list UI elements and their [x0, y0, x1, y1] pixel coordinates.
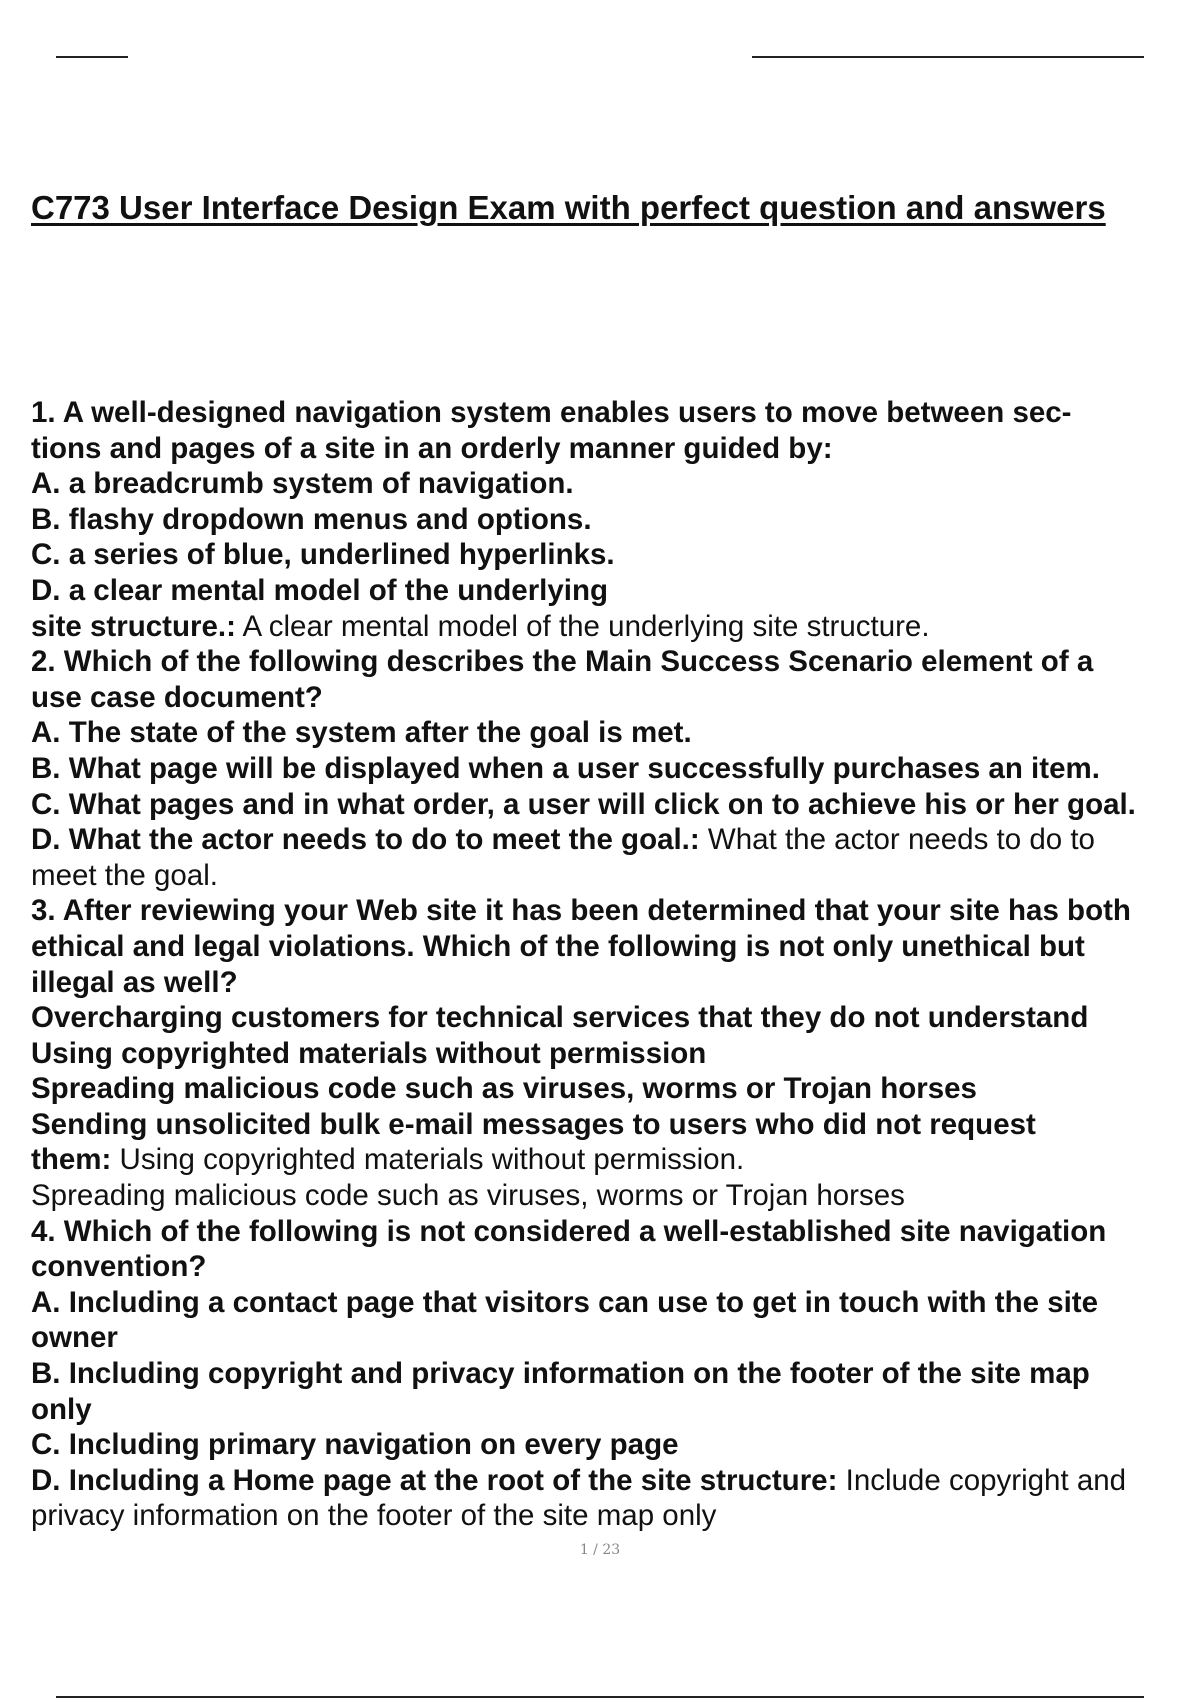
bold-text: B. Including copyright and privacy information on the footer of the site map	[31, 1357, 1090, 1391]
text-line	[31, 573, 1200, 609]
text-line	[31, 1214, 1200, 1250]
footer-rule	[56, 1696, 1144, 1698]
text-line	[31, 1142, 1200, 1178]
text-line	[31, 715, 1200, 751]
text-line	[31, 644, 1200, 680]
text-line	[31, 822, 1200, 858]
normal-text: privacy information on the footer of the site map only	[31, 1499, 717, 1533]
text-line	[31, 1356, 1200, 1392]
bold-text: only	[31, 1392, 92, 1426]
text-line	[31, 1000, 1200, 1036]
text-line	[31, 431, 1200, 467]
bold-text: site structure.:	[31, 609, 236, 643]
text-line	[31, 893, 1200, 929]
bold-text: illegal as well?	[31, 965, 238, 999]
bold-text: B. flashy dropdown menus and options.	[31, 502, 592, 536]
normal-text: What the actor needs to do to	[699, 823, 1095, 857]
text-line	[31, 1071, 1200, 1107]
document-body	[31, 395, 1200, 1534]
bold-text: A. a breadcrumb system of navigation.	[31, 467, 574, 501]
page-number: 1 / 23	[579, 1542, 621, 1558]
text-line	[31, 1498, 1200, 1534]
bold-text: tions and pages of a site in an orderly manner guided by:	[31, 431, 833, 465]
text-line	[31, 965, 1200, 1001]
text-line	[31, 502, 1200, 538]
text-line	[31, 1285, 1200, 1321]
bold-text: Spreading malicious code such as viruses, worms or Trojan horses	[31, 1072, 977, 1106]
text-line	[31, 751, 1200, 787]
bold-text: A. Including a contact page that visitors can use to get in touch with the site	[31, 1285, 1099, 1319]
header-rule-right	[752, 56, 1144, 58]
page-title: C773 User Interface Design Exam with perfect question and answers	[31, 189, 1106, 226]
text-line	[31, 858, 1200, 894]
bold-text: Using copyrighted materials without permission	[31, 1036, 707, 1070]
header-rule-left	[56, 56, 128, 58]
text-line	[31, 537, 1200, 573]
bold-text: Sending unsolicited bulk e-mail messages to users who did not request	[31, 1107, 1036, 1141]
bold-text: D. a clear mental model of the underlying	[31, 573, 609, 607]
bold-text: use case document?	[31, 680, 323, 714]
bold-text: them:	[31, 1143, 112, 1177]
text-line	[31, 680, 1200, 716]
text-line	[31, 466, 1200, 502]
bold-text: B. What page will be displayed when a user successfully purchases an item.	[31, 751, 1100, 785]
normal-text: Include copyright and	[837, 1463, 1127, 1497]
bold-text: ethical and legal violations. Which of the following is not only unethical but	[31, 929, 1085, 963]
bold-text: D. What the actor needs to do to meet the goal.:	[31, 823, 700, 857]
bold-text: 4. Which of the following is not considered a well-established site navigation	[31, 1214, 1107, 1248]
text-line	[31, 609, 1200, 645]
bold-text: Overcharging customers for technical services that they do not understand	[31, 1001, 1089, 1035]
bold-text: A. The state of the system after the goal is met.	[31, 716, 692, 750]
text-line	[31, 1463, 1200, 1499]
normal-text: Using copyrighted materials without permission.	[111, 1143, 745, 1177]
normal-text: A clear mental model of the underlying site structure.	[235, 609, 930, 643]
text-line	[31, 395, 1200, 431]
bold-text: convention?	[31, 1250, 207, 1284]
normal-text: meet the goal.	[31, 858, 218, 892]
bold-text: 3. After reviewing your Web site it has been determined that your site has both	[31, 894, 1131, 928]
bold-text: 2. Which of the following describes the Main Success Scenario element of a	[31, 645, 1094, 679]
bold-text: C. What pages and in what order, a user will click on to achieve his or her goal.	[31, 787, 1136, 821]
text-line	[31, 1107, 1200, 1143]
text-line	[31, 1178, 1200, 1214]
text-line	[31, 929, 1200, 965]
bold-text: C. Including primary navigation on every page	[31, 1428, 679, 1462]
text-line	[31, 1036, 1200, 1072]
text-line	[31, 1392, 1200, 1428]
text-line	[31, 1427, 1200, 1463]
bold-text: C. a series of blue, underlined hyperlinks.	[31, 538, 615, 572]
normal-text: Spreading malicious code such as viruses, worms or Trojan horses	[31, 1179, 905, 1213]
bold-text: D. Including a Home page at the root of the site structure:	[31, 1463, 838, 1497]
text-line	[31, 787, 1200, 823]
bold-text: 1. A well-designed navigation system enables users to move between sec-	[31, 396, 1072, 429]
text-line	[31, 1320, 1200, 1356]
text-line	[31, 1249, 1200, 1285]
bold-text: owner	[31, 1321, 118, 1355]
